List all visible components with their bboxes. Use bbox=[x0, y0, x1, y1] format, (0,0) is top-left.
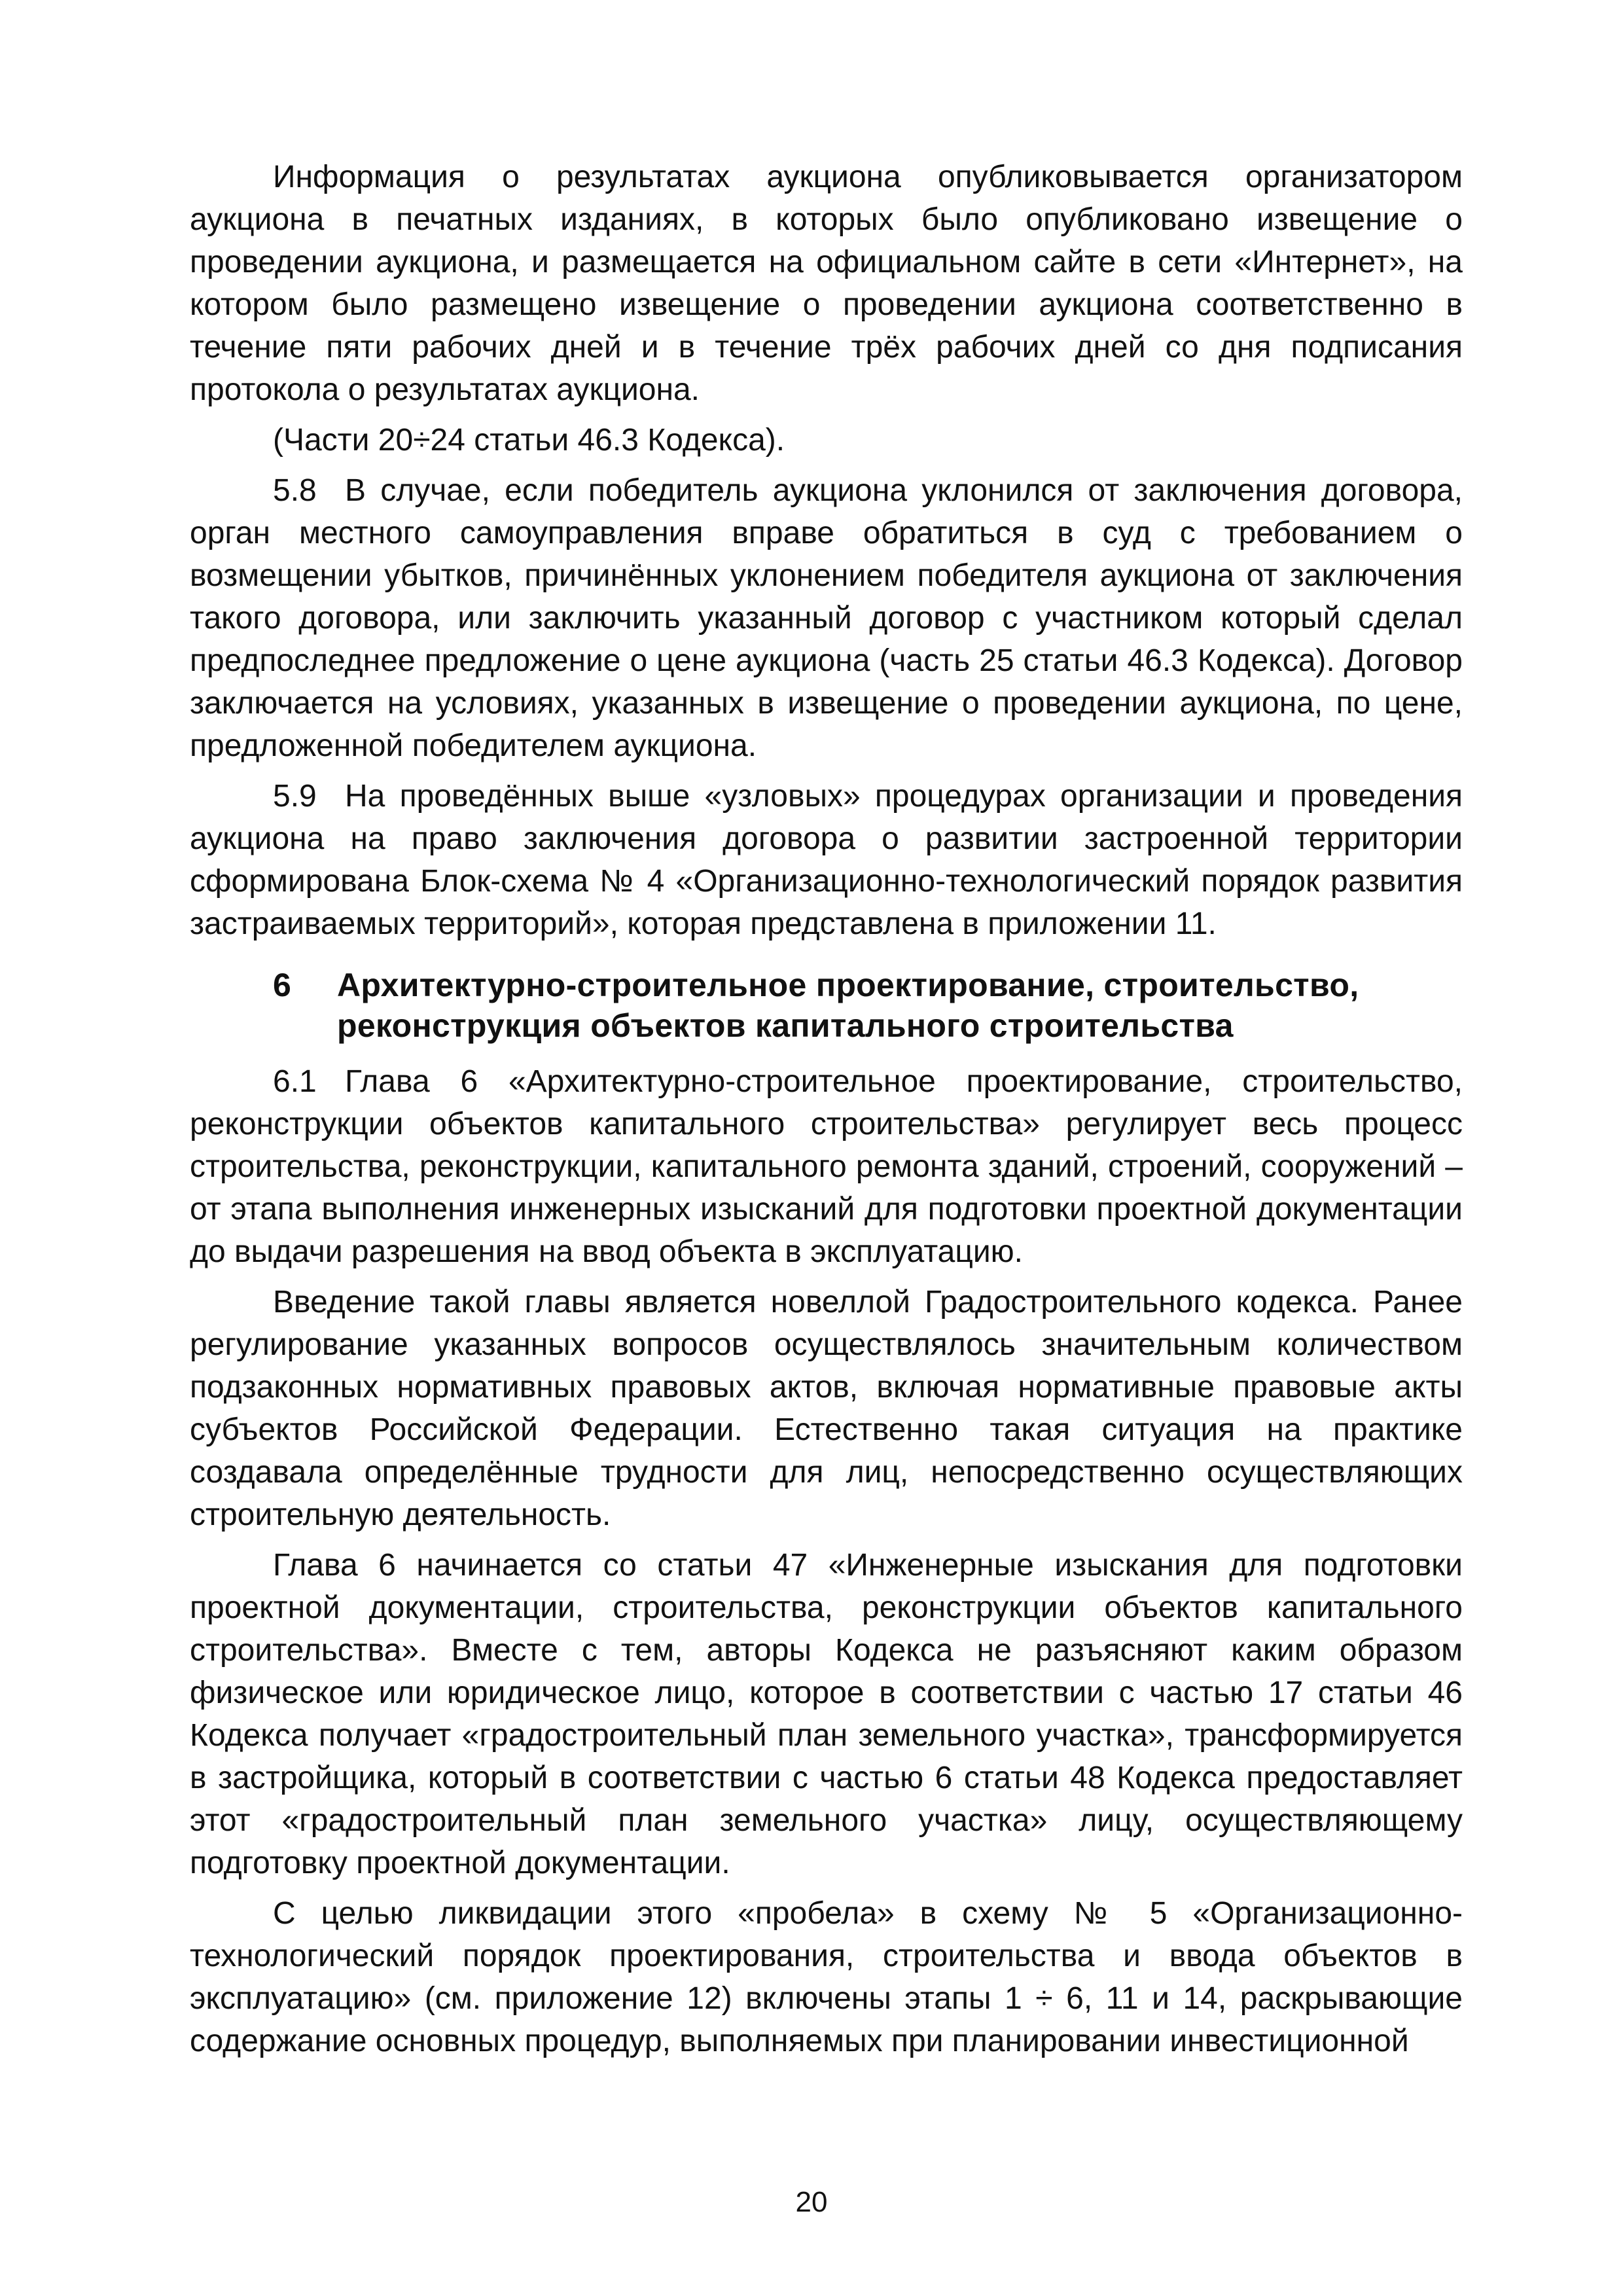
paragraph-text: В случае, если победитель аукциона уклонился от заключения договора, орган местного самоуправления вправе обратиться в суд с требованием о возмещении убытков, причинённых уклонением победителя аукциона от заключения такого договора, или заключить указанный договор с участником который сделал предпоследнее предложение о цене аукциона (часть 25 статьи 46.3 Кодекса). Договор заключается на условиях, указанных в извещение о проведении аукциона, по цене, предложенной победителем аукциона. bbox=[190, 473, 1463, 763]
paragraph-code-reference bbox=[190, 419, 1463, 461]
paragraph-text: Информация о результатах аукциона опубликовывается организатором аукциона в печатных изданиях, в которых было опубликовано извещение о проведении аукциона, и размещается на официальном сайте в сети «Интернет», на котором было размещено извещение о проведении аукциона соответственно в течение пяти рабочих дней и в течение трёх рабочих дней со дня подписания протокола о результатах аукциона. bbox=[190, 160, 1463, 407]
document-page bbox=[190, 156, 1463, 2070]
paragraph-text: Введение такой главы является новеллой Градостроительного кодекса. Ранее регулирование указанных вопросов осуществлялось значительным количеством подзаконных нормативных правовых актов, включая нормативные правовые акты субъектов Российской Федерации. Естественно такая ситуация на практике создавала определённые трудности для лиц, непосредственно осуществляющих строительную деятельность. bbox=[190, 1285, 1463, 1532]
paragraph-article-47 bbox=[190, 1544, 1463, 1884]
section-6-heading bbox=[190, 965, 1463, 1046]
paragraph-text: (Части 20÷24 статьи 46.3 Кодекса). bbox=[273, 423, 785, 457]
paragraph-chapter-novelty bbox=[190, 1281, 1463, 1536]
section-number: 6 bbox=[273, 967, 292, 1003]
paragraph-5-9 bbox=[190, 775, 1463, 945]
paragraph-text: Глава 6 начинается со статьи 47 «Инженерные изыскания для подготовки проектной документации, строительства, реконструкции объектов капитального строительства». Вместе с тем, авторы Кодекса не разъясняют каким образом физическое или юридическое лицо, которое в соответствии с частью 17 статьи 46 Кодекса получает «градостроительный план земельного участка», трансформируется в застройщика, который в соответствии с частью 6 статьи 48 Кодекса предоставляет этот «градостроительный план земельного участка» лицу, осуществляющему подготовку проектной документации. bbox=[190, 1548, 1463, 1880]
paragraph-number: 5.8 bbox=[273, 473, 317, 508]
paragraph-5-8 bbox=[190, 469, 1463, 767]
page-number: 20 bbox=[795, 2186, 828, 2218]
section-title: Архитектурно-строительное проектирование, строительство, реконструкция объектов капитального строительства bbox=[337, 967, 1359, 1044]
paragraph-auction-results-info bbox=[190, 156, 1463, 411]
paragraph-scheme-5 bbox=[190, 1892, 1463, 2062]
paragraph-number: 5.9 bbox=[273, 779, 317, 814]
paragraph-6-1 bbox=[190, 1060, 1463, 1273]
paragraph-text: С целью ликвидации этого «пробела» в схему № 5 «Организационно-технологический порядок проектирования, строительства и ввода объектов в эксплуатацию» (см. приложение 12) включены этапы 1 ÷ 6, 11 и 14, раскрывающие содержание основных процедур, выполняемых при планировании инвестиционной bbox=[190, 1896, 1463, 2058]
paragraph-number: 6.1 bbox=[273, 1064, 317, 1099]
paragraph-text: На проведённых выше «узловых» процедурах организации и проведения аукциона на право заключения договора о развитии застроенной территории сформирована Блок-схема № 4 «Организационно-технологический порядок развития застраиваемых территорий», которая представлена в приложении 11. bbox=[190, 779, 1463, 941]
paragraph-text: Глава 6 «Архитектурно-строительное проектирование, строительство, реконструкции объектов капитального строительства» регулирует весь процесс строительства, реконструкции, капитального ремонта зданий, строений, сооружений – от этапа выполнения инженерных изысканий для подготовки проектной документации до выдачи разрешения на ввод объекта в эксплуатацию. bbox=[190, 1064, 1463, 1269]
